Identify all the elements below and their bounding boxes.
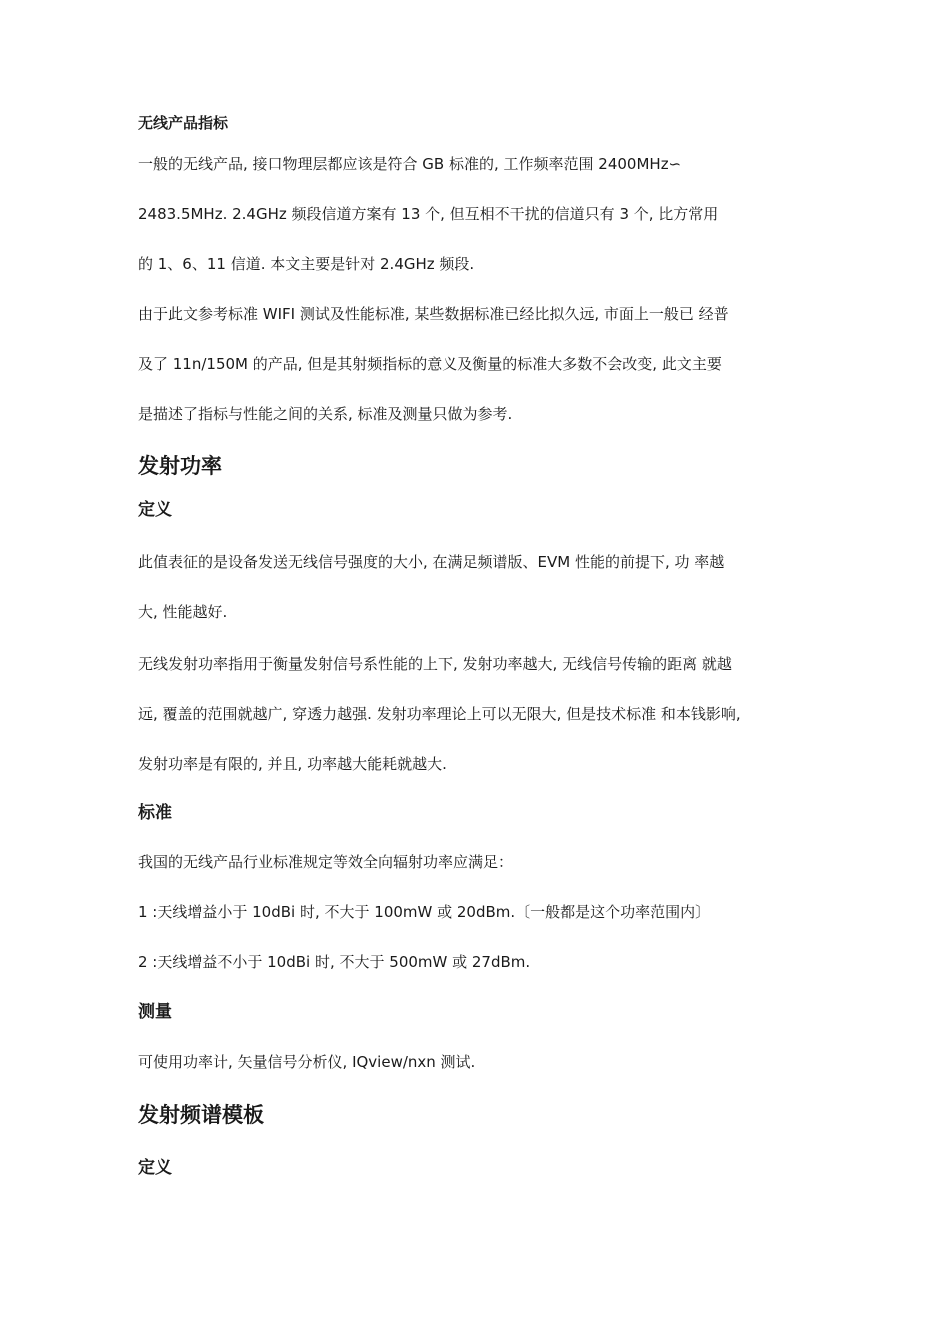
standard-intro: 我国的无线产品行业标准规定等效全向辐射功率应满足： (138, 853, 514, 871)
subheading-measurement: 测量 (138, 1002, 172, 1022)
text-line: 一般的无线产品, 接口物理层都应该是符合 GB 标准的, 工作频率范围 2400MHz∽ (138, 155, 682, 173)
subheading-definition: 定义 (138, 500, 172, 520)
definition-paragraph-1 (138, 537, 823, 637)
standard-item-1: 1 :天线增益小于 10dBi 时, 不大于 100mW 或 20dBm.〔一般都是这个功率范围内〕 (138, 903, 711, 921)
intro-paragraph-1 (138, 139, 823, 289)
text-line: 由于此文参考标准 WIFI 测试及性能标准, 某些数据标准已经比拟久远, 市面上一般已 经普 (138, 305, 729, 323)
text-line: 此值表征的是设备发送无线信号强度的大小, 在满足频谱版、EVM 性能的前提下, 功 率越 (138, 553, 725, 571)
subheading-standard: 标准 (138, 803, 172, 823)
section-heading-transmit-spectrum-mask: 发射频谱模板 (138, 1103, 264, 1127)
measurement-paragraph (138, 1037, 823, 1087)
text-line: 的 1、6、11 信道. 本文主要是针对 2.4GHz 频段. (138, 255, 475, 273)
text-line: 远, 覆盖的范围就越广, 穿透力越强. 发射功率理论上可以无限大, 但是技术标准 和本钱影响, (138, 705, 741, 723)
text-line: 可使用功率计, 矢量信号分析仪, IQview/nxn 测试. (138, 1053, 476, 1071)
text-line: 是描述了指标与性能之间的关系, 标准及测量只做为参考. (138, 405, 513, 423)
definition-paragraph-2 (138, 639, 823, 789)
text-line: 大, 性能越好. (138, 603, 228, 621)
text-line: 2483.5MHz. 2.4GHz 频段信道方案有 13 个, 但互相不干扰的信道只有 3 个, 比方常用 (138, 205, 719, 223)
intro-paragraph-2 (138, 289, 823, 439)
text-line: 及了 11n/150M 的产品, 但是其射频指标的意义及衡量的标准大多数不会改变, 此文主要 (138, 355, 722, 373)
text-line: 无线发射功率指用于衡量发射信号系性能的上下, 发射功率越大, 无线信号传输的距离 就越 (138, 655, 732, 673)
subheading-definition-2: 定义 (138, 1158, 172, 1178)
standard-item-2: 2 :天线增益不小于 10dBi 时, 不大于 500mW 或 27dBm. (138, 953, 531, 971)
document-title: 无线产品指标 (138, 114, 229, 132)
standard-section (138, 837, 823, 987)
text-line: 发射功率是有限的, 并且, 功率越大能耗就越大. (138, 755, 447, 773)
section-heading-transmit-power: 发射功率 (138, 454, 222, 478)
